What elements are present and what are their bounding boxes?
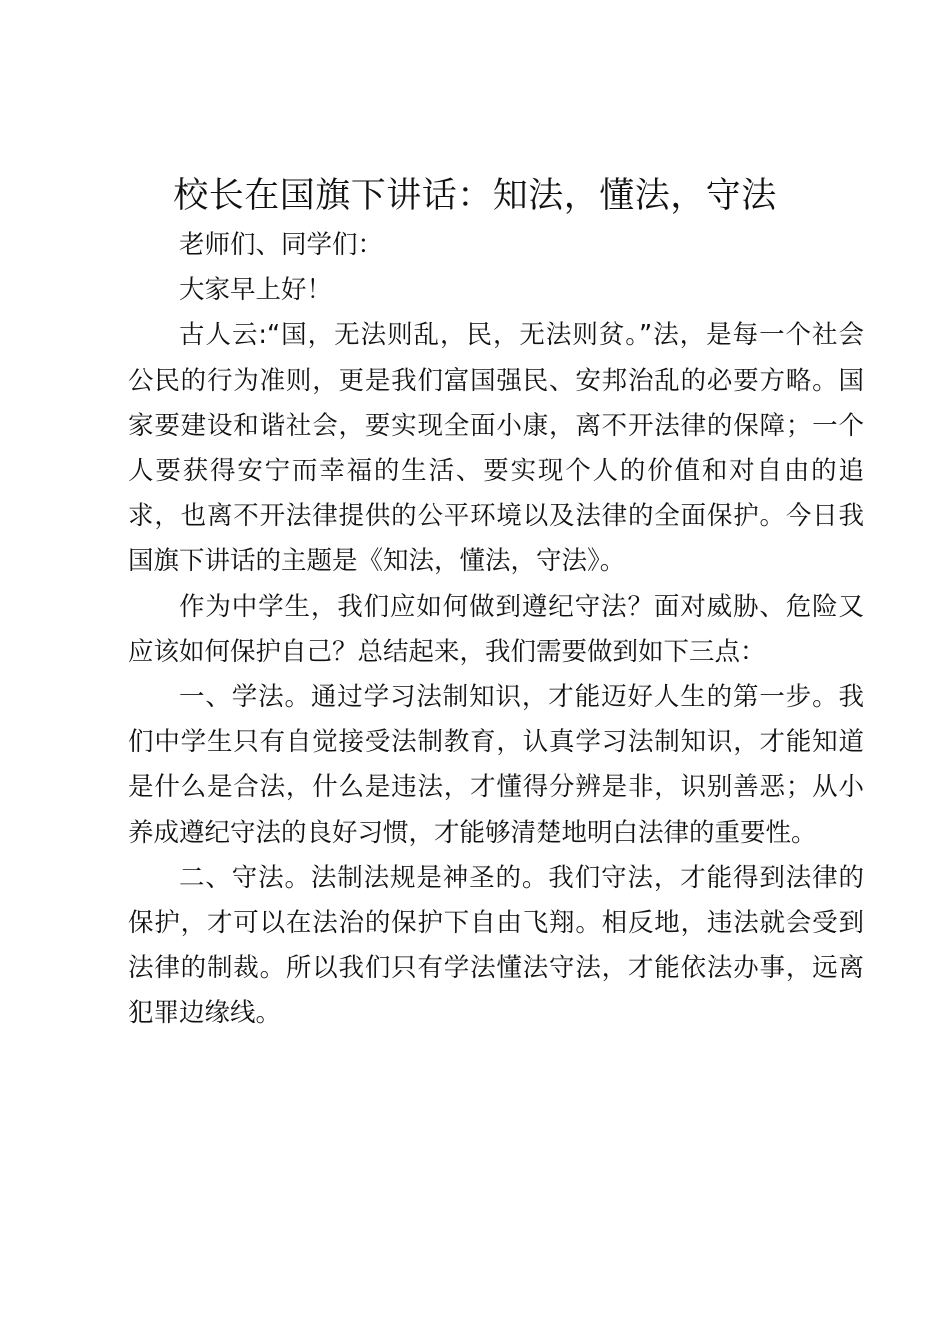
document-title: 校长在国旗下讲话：知法，懂法，守法 (173, 176, 777, 216)
paragraph-point-two: 二、守法。法制法规是神圣的。我们守法，才能得到法律的保护，才可以在法治的保护下自由飞翔。相反地，违法就会受到法律的制裁。所以我们只有学法懂法守法，才能依法办事，远离犯罪边缘线。 (128, 862, 864, 1029)
paragraph-question: 作为中学生，我们应如何做到遵纪守法？面对威胁、危险又应该如何保护自己？总结起来，我们需要做到如下三点： (128, 591, 864, 667)
document-body (128, 223, 864, 1037)
greeting: 大家早上好！ (179, 275, 333, 306)
paragraph-point-one: 一、学法。通过学习法制知识，才能迈好人生的第一步。我们中学生只有自觉接受法制教育，认真学习法制知识，才能知道是什么是合法，什么是违法，才懂得分辨是非，识别善恶；从小养成遵纪守法的良好习惯，才能够清楚地明白法律的重要性。 (128, 682, 864, 848)
paragraph-intro: 古人云:“国，无法则乱，民，无法则贫。”法，是每一个社会公民的行为准则，更是我们富国强民、安邦治乱的必要方略。国家要建设和谐社会，要实现全面小康，离不开法律的保障；一个人要获得安宁而幸福的生活、要实现个人的价值和对自由的追求，也离不开法律提供的公平环境以及法律的全面保护。今日我国旗下讲话的主题是《知法，懂法，守法》。 (128, 320, 864, 577)
salutation: 老师们、同学们： (179, 230, 384, 260)
